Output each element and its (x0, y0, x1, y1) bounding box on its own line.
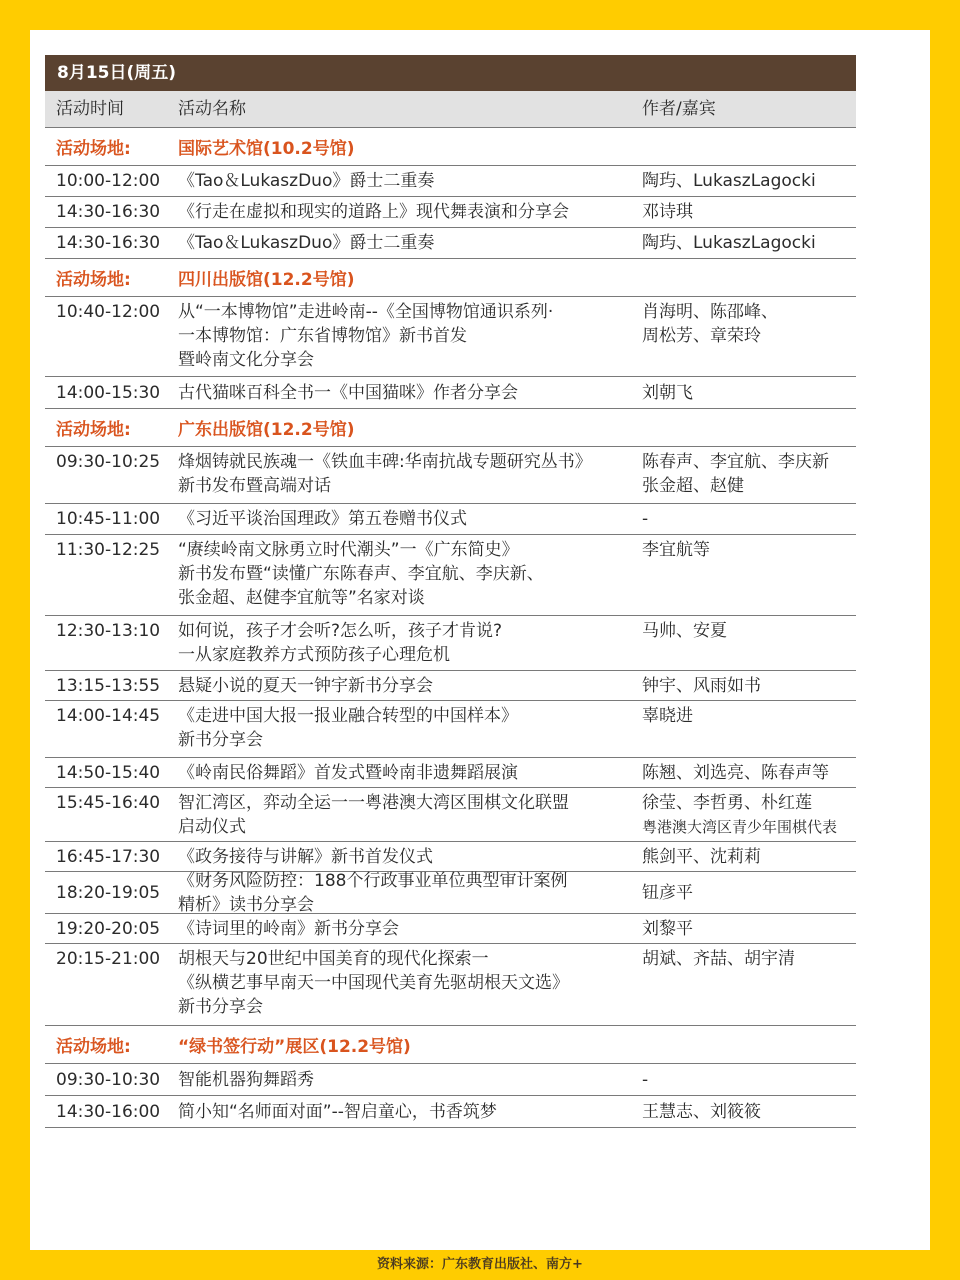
event-guest-line: 胡斌、齐喆、胡宇清 (642, 949, 795, 969)
event-name-line: 张金超、赵健李宜航等”名家对谈 (178, 588, 425, 608)
venue-label: 活动场地: (56, 1037, 131, 1057)
schedule-rows (45, 128, 856, 1128)
event-guest-line: 马帅、安夏 (642, 621, 727, 641)
event-name (178, 507, 642, 531)
event-guest-line: 辜晓进 (642, 706, 693, 726)
event-name-line: 《Tao＆LukaszDuo》爵士二重奏 (178, 171, 435, 191)
event-name-line: 新书分享会 (178, 997, 263, 1017)
event-name-line: 《政务接待与讲解》新书首发仪式 (178, 846, 433, 867)
event-name-line: 智能机器狗舞蹈秀 (178, 1069, 314, 1090)
event-name-line: 《岭南民俗舞蹈》首发式暨岭南非遗舞蹈展演 (178, 762, 518, 783)
event-name-line: 新书发布暨高端对话 (178, 476, 331, 496)
event-guest-line: - (642, 509, 649, 529)
event-guests (642, 1068, 856, 1092)
event-name (178, 169, 642, 193)
event-guests (642, 169, 856, 193)
event-guest-line: 钮彦平 (642, 882, 693, 903)
event-guest-line: 熊剑平、沈莉莉 (642, 846, 761, 867)
event-name-line: 悬疑小说的夏天一钟宇新书分享会 (178, 675, 433, 696)
event-guests (642, 619, 856, 643)
event-name-line: 简小知“名师面对面”--智启童心，书香筑梦 (178, 1101, 497, 1122)
event-row (45, 504, 856, 535)
venue-name: 广东出版馆(12.2号馆) (178, 420, 355, 440)
event-time: 11:30-12:25 (56, 540, 161, 560)
event-guests (642, 381, 856, 405)
event-row (45, 1096, 856, 1128)
event-row (45, 166, 856, 197)
event-time: 10:45-11:00 (56, 509, 161, 529)
event-time: 10:40-12:00 (56, 302, 161, 322)
event-guests (642, 674, 856, 698)
event-guests (642, 761, 856, 785)
event-row (45, 228, 856, 259)
event-name-line: 《行走在虚拟和现实的道路上》现代舞表演和分享会 (178, 202, 569, 222)
event-guest-line: 刘黎平 (642, 918, 693, 939)
event-time: 20:15-21:00 (56, 949, 161, 969)
source-footer: 资料来源：广东教育出版社、南方+ (377, 1257, 583, 1272)
event-name (178, 300, 642, 372)
event-row (45, 535, 856, 616)
venue-row (45, 128, 856, 166)
event-guest-line: 粤港澳大湾区青少年围棋代表 (642, 818, 838, 836)
venue-row (45, 259, 856, 297)
event-name (178, 674, 642, 698)
event-name-line: 精析》读书分享会 (178, 894, 314, 915)
event-row (45, 914, 856, 944)
venue-name: “绿书签行动”展区(12.2号馆) (178, 1037, 411, 1057)
event-guest-line: 陶玙、LukaszLagocki (642, 171, 816, 191)
event-row (45, 788, 856, 842)
venue-label: 活动场地: (56, 139, 131, 159)
event-name-line: 古代猫咪百科全书一《中国猫咪》作者分享会 (178, 382, 518, 403)
event-guest-line: 邓诗琪 (642, 202, 693, 222)
event-name-line: “赓续岭南文脉勇立时代潮头”一《广东简史》 (178, 540, 519, 560)
event-name-line: 《走进中国大报一报业融合转型的中国样本》 (178, 706, 518, 726)
event-time: 14:30-16:30 (56, 233, 161, 253)
event-guest-line: 钟宇、风雨如书 (642, 675, 761, 696)
event-time: 14:30-16:00 (56, 1101, 161, 1122)
event-name (178, 845, 642, 869)
venue-name: 四川出版馆(12.2号馆) (178, 270, 355, 290)
event-guests (642, 845, 856, 869)
event-name-line: 烽烟铸就民族魂一《铁血丰碑:华南抗战专题研究丛书》 (178, 452, 592, 472)
event-name (178, 791, 642, 839)
event-row (45, 944, 856, 1026)
event-guests (642, 300, 856, 348)
event-row (45, 671, 856, 701)
event-time: 15:45-16:40 (56, 793, 161, 813)
event-row (45, 701, 856, 758)
event-row (45, 872, 856, 914)
venue-name: 国际艺术馆(10.2号馆) (178, 139, 355, 159)
event-guests (642, 507, 856, 531)
event-guests (642, 1100, 856, 1124)
event-name-line: 一本博物馆：广东省博物馆》新书首发 (178, 326, 467, 346)
event-row (45, 758, 856, 788)
event-time: 14:00-15:30 (56, 382, 161, 403)
event-name (178, 1068, 642, 1092)
event-row (45, 616, 856, 671)
event-name-line: 《财务风险防控：188个行政事业单位典型审计案例 (178, 870, 568, 891)
event-guest-line: 张金超、赵健 (642, 476, 744, 496)
event-name (178, 538, 642, 610)
venue-row (45, 1026, 856, 1064)
event-row (45, 1064, 856, 1096)
event-name-line: 《纵横艺事早南天一中国现代美育先驱胡根天文选》 (178, 973, 569, 993)
event-time: 18:20-19:05 (56, 882, 161, 903)
event-name-line: 如何说，孩子才会听?怎么听，孩子才肯说? (178, 621, 503, 641)
event-time: 16:45-17:30 (56, 846, 161, 867)
event-guests (642, 200, 856, 224)
event-name-line: 《Tao＆LukaszDuo》爵士二重奏 (178, 233, 435, 253)
venue-label: 活动场地: (56, 420, 131, 440)
event-guests (642, 704, 856, 728)
event-time: 19:20-20:05 (56, 918, 161, 939)
event-guest-line: 周松芳、章荣玲 (642, 326, 761, 346)
event-time: 09:30-10:25 (56, 452, 161, 472)
event-guest-line: 肖海明、陈邵峰、 (642, 302, 778, 322)
event-guest-line: 徐莹、李哲勇、朴红莲 (642, 793, 812, 813)
event-guest-line: 王慧志、刘筱筱 (642, 1101, 761, 1122)
event-row (45, 197, 856, 228)
event-row (45, 377, 856, 409)
event-guest-line: 陶玙、LukaszLagocki (642, 233, 816, 253)
event-name (178, 761, 642, 785)
event-guests (642, 538, 856, 562)
event-name-line: 《诗词里的岭南》新书分享会 (178, 918, 399, 939)
event-time: 14:30-16:30 (56, 202, 161, 222)
event-guests (642, 917, 856, 941)
event-name-line: 一从家庭教养方式预防孩子心理危机 (178, 645, 450, 665)
event-name-line: 暨岭南文化分享会 (178, 350, 314, 370)
event-guests (642, 881, 856, 905)
event-guests (642, 450, 856, 498)
event-guests (642, 231, 856, 255)
column-header-row (45, 91, 856, 128)
event-time: 14:50-15:40 (56, 762, 161, 783)
event-guest-line: 李宜航等 (642, 540, 710, 560)
event-name-line: 从“一本博物馆”走进岭南--《全国博物馆通识系列· (178, 302, 554, 322)
event-guests (642, 947, 856, 971)
column-header-guest: 作者/嘉宾 (642, 99, 716, 119)
event-row (45, 842, 856, 872)
venue-row (45, 409, 856, 447)
event-name (178, 450, 642, 498)
event-name-line: 新书发布暨“读懂广东陈春声、李宜航、李庆新、 (178, 564, 544, 584)
event-time: 10:00-12:00 (56, 171, 161, 191)
event-name-line: 启动仪式 (178, 817, 246, 837)
event-name-line: 智汇湾区，弈动全运一一粤港澳大湾区围棋文化联盟 (178, 793, 569, 813)
event-time: 12:30-13:10 (56, 621, 161, 641)
venue-label: 活动场地: (56, 270, 131, 290)
event-name (178, 704, 642, 752)
event-row (45, 447, 856, 504)
event-name (178, 1100, 642, 1124)
event-guest-line: 陈翘、刘选亮、陈春声等 (642, 762, 829, 783)
event-name (178, 381, 642, 405)
event-time: 14:00-14:45 (56, 706, 161, 726)
event-guest-line: 陈春声、李宜航、李庆新 (642, 452, 829, 472)
event-name (178, 917, 642, 941)
event-time: 13:15-13:55 (56, 675, 161, 696)
event-name-line: 《习近平谈治国理政》第五卷赠书仪式 (178, 509, 467, 529)
event-name (178, 869, 642, 917)
event-name (178, 619, 642, 667)
event-name-line: 胡根天与20世纪中国美育的现代化探索一 (178, 949, 489, 969)
event-guests (642, 791, 856, 839)
event-guest-line: 刘朝飞 (642, 382, 693, 403)
schedule-table (45, 55, 856, 1128)
event-name (178, 947, 642, 1019)
column-header-time: 活动时间 (56, 99, 124, 119)
date-header: 8月15日(周五) (45, 55, 856, 91)
event-row (45, 297, 856, 377)
event-name-line: 新书分享会 (178, 730, 263, 750)
event-time: 09:30-10:30 (56, 1069, 161, 1090)
column-header-name: 活动名称 (178, 99, 246, 119)
event-name (178, 231, 642, 255)
event-guest-line: - (642, 1069, 649, 1090)
event-name (178, 200, 642, 224)
